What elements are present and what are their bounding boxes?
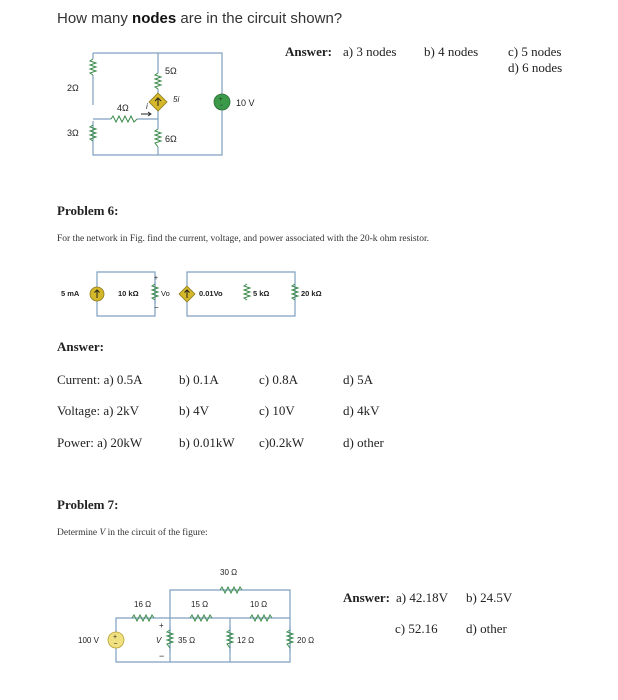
p6-power-c: c)0.2kW [259,435,305,450]
r15-label: 15 Ω [191,600,209,609]
src-label: 100 V [78,636,99,645]
r-mid-label: 4Ω [117,103,129,113]
p6-current-b: b) 0.1A [179,372,219,387]
p6-power-a: Power: a) 20kW [57,435,143,450]
p7-title: Problem 7: [57,497,119,512]
p6-title: Problem 6: [57,203,119,218]
r16-label: 16 Ω [134,600,152,609]
p6-answer-label: Answer: [57,339,104,354]
p7-text: Determine V in the circuit of the figure: [57,528,208,538]
vo-plus: + [154,275,159,282]
p6-circuit [55,264,335,328]
p6-voltage-d: d) 4kV [343,403,380,418]
src-label: 5 mA [61,289,80,298]
svg-text:+: + [113,634,118,641]
p7-option-d: d) other [466,621,507,636]
p6-voltage-a: Voltage: a) 2kV [57,403,140,418]
q5-answer-label: Answer: [285,44,332,59]
q5-circuit [55,45,275,163]
r-bot-label: 6Ω [165,134,177,144]
p7-circuit [70,560,330,670]
r-left-top-label: 2Ω [67,83,79,93]
r35-label: 35 Ω [178,636,196,645]
p7-answer-label: Answer: [343,590,390,605]
v-minus: − [159,651,165,661]
p6-current-c: c) 0.8A [259,372,298,387]
svg-text:−: − [113,641,118,648]
p6-text: For the network in Fig. find the current, voltage, and power associated with the 20-k ohm resistor. [57,234,430,244]
dep-source-label: 5i [173,95,180,104]
r20-label: 20 Ω [297,636,315,645]
vo-minus: − [154,303,159,312]
p7-option-c: c) 52.16 [395,621,438,636]
r10-label: 10 Ω [250,600,268,609]
q5-option-c: c) 5 nodes [508,44,562,59]
r30-label: 30 Ω [220,568,238,577]
svg-text:+: + [219,97,223,103]
p6-current-a: Current: a) 0.5A [57,372,143,387]
p6-power-d: d) other [343,435,384,450]
r-top-label: 5Ω [165,66,177,76]
p6-voltage-c: c) 10V [259,403,295,418]
v-plus: + [159,621,164,630]
p6-current-d: d) 5A [343,372,373,387]
question-title: How many nodes are in the circuit shown? [57,10,343,27]
svg-text:−: − [219,103,224,109]
r1-label: 10 kΩ [118,289,139,298]
p6-power-b: b) 0.01kW [179,435,235,450]
v-source-label: 10 V [236,98,255,108]
q5-option-d: d) 6 nodes [508,60,563,75]
vo-label: Vo [161,289,170,298]
question-bold-word: nodes [132,10,177,27]
p7-option-b: b) 24.5V [466,590,513,605]
r2-label: 5 kΩ [253,289,270,298]
r12-label: 12 Ω [237,636,255,645]
q5-option-a: a) 3 nodes [343,44,397,59]
dep-label: 0.01Vo [199,289,223,298]
q5-option-b: b) 4 nodes [424,44,479,59]
p7-option-a: a) 42.18V [396,590,448,605]
r3-label: 20 kΩ [301,289,322,298]
current-label: i [146,102,148,111]
p6-voltage-b: b) 4V [179,403,209,418]
r-left-bot-label: 3Ω [67,128,79,138]
v-label: V [156,636,162,645]
